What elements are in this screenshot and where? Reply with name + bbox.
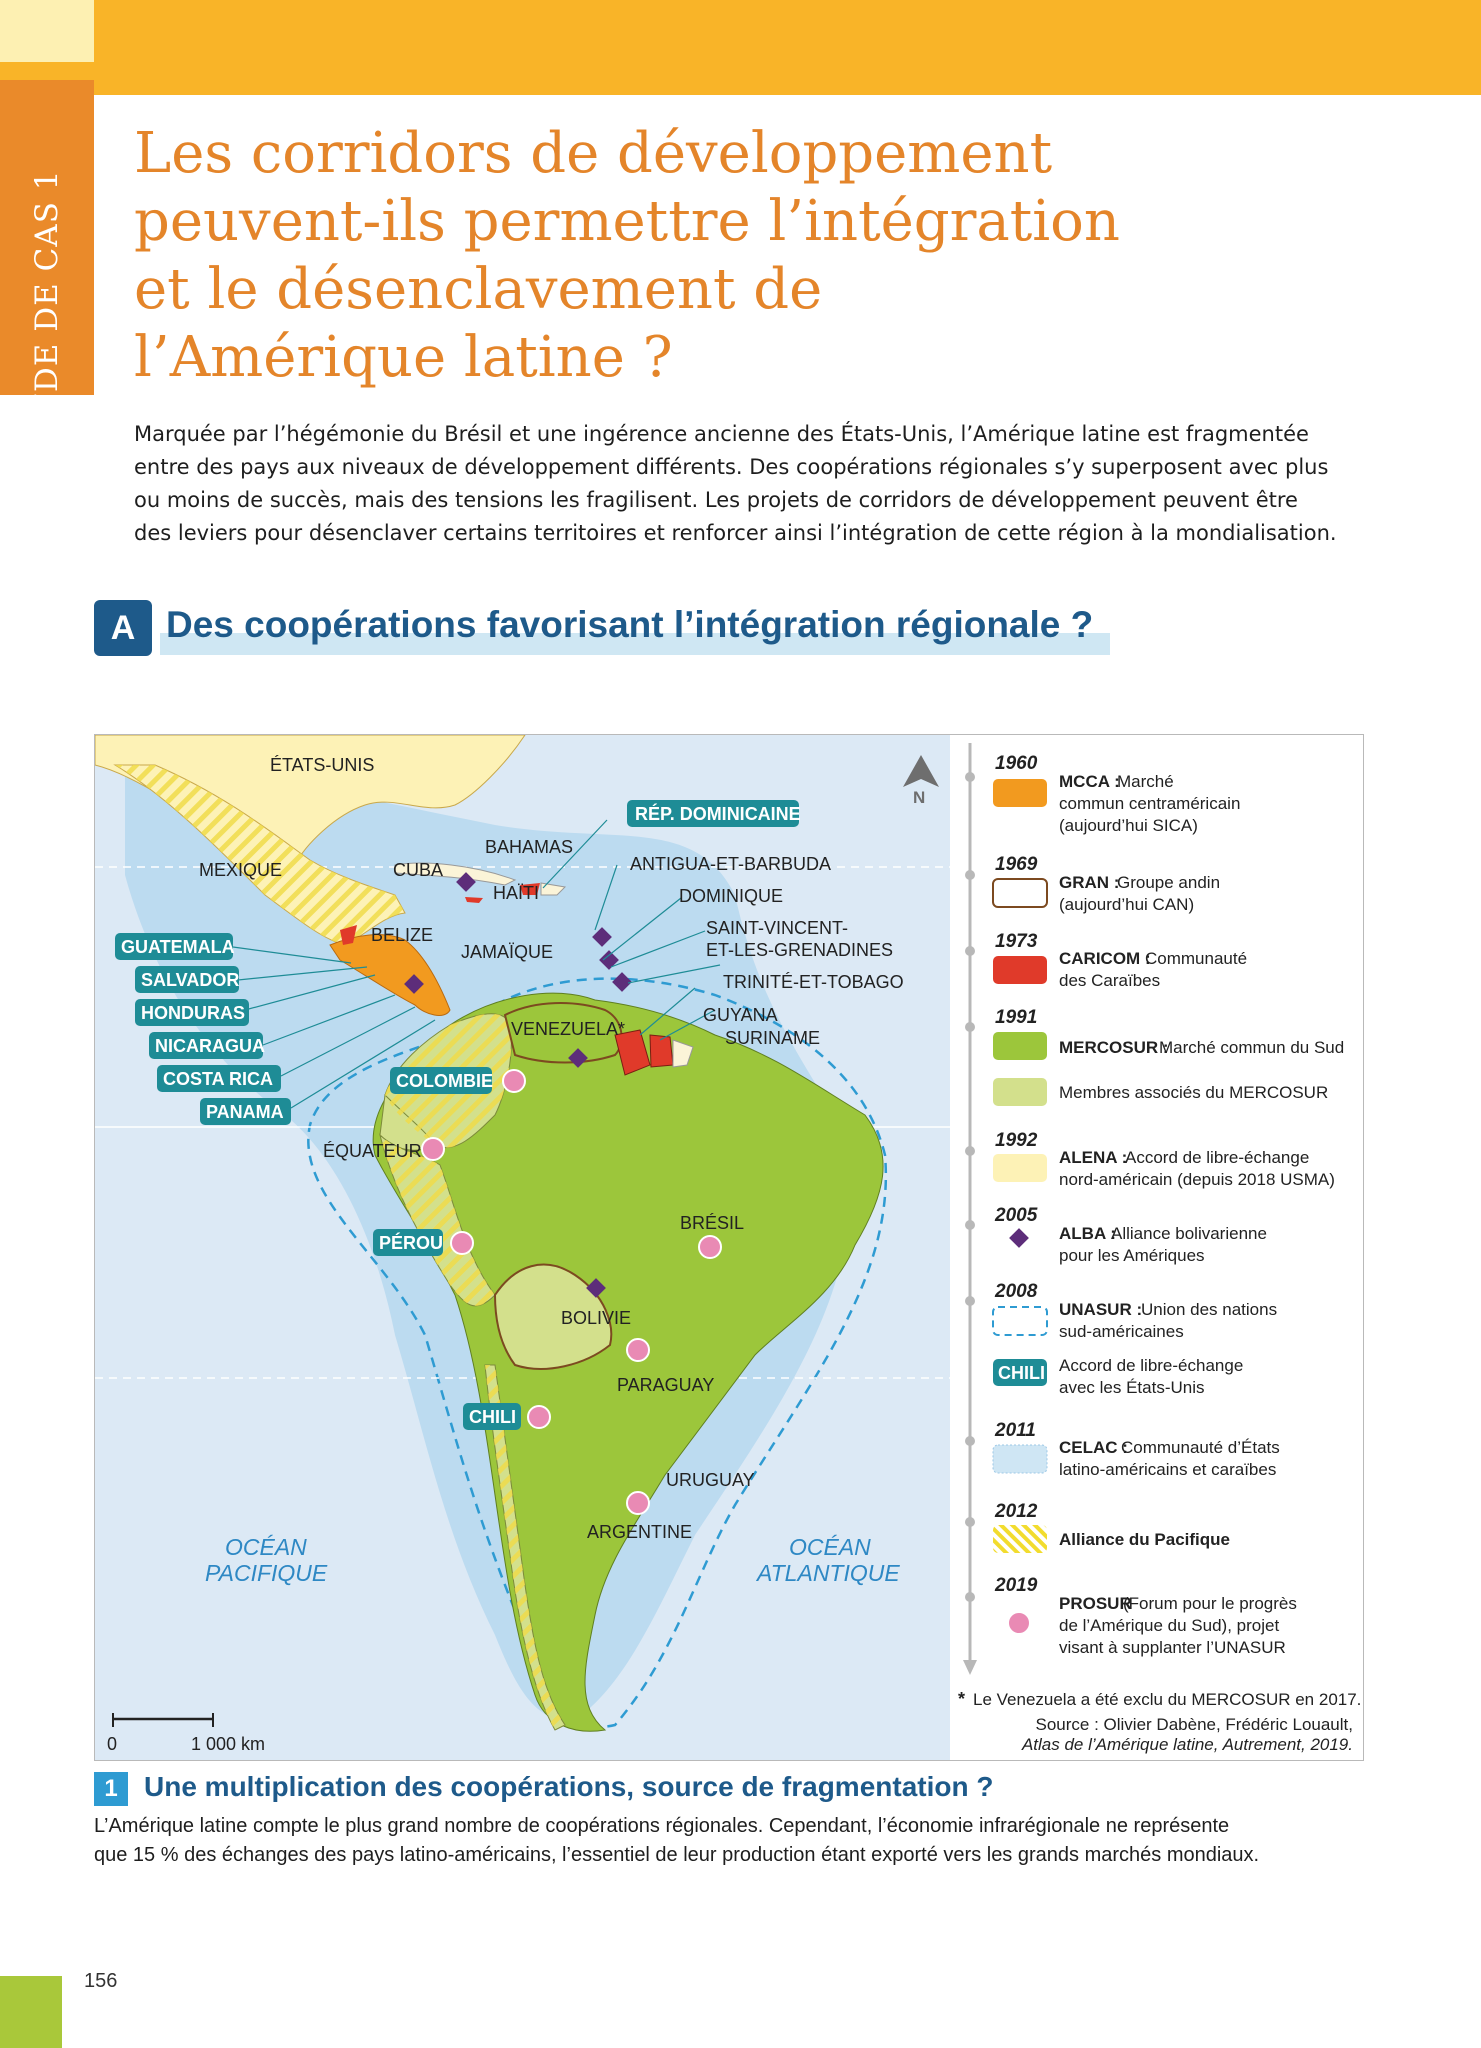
north-label: N: [913, 788, 926, 807]
label-bahamas: BAHAMAS: [485, 837, 574, 857]
top-banner-corner: [0, 0, 94, 62]
badge-honduras: HONDURAS: [141, 1003, 246, 1023]
intro-paragraph: [134, 418, 1344, 550]
timeline-dot: [965, 1146, 975, 1156]
legend-line: Alliance bolivarienne: [1111, 1224, 1267, 1243]
label-svg-line2: ET-LES-GRENADINES: [706, 940, 894, 960]
legend-swatch-mcca: [993, 779, 1047, 807]
legend-line: (aujourd’hui CAN): [1059, 895, 1195, 914]
legend-year: 2012: [995, 1501, 1038, 1522]
legend-abbr: CARICOM :: [1059, 949, 1151, 968]
legend-abbr: PROSUR: [1059, 1594, 1132, 1613]
legend-line: Membres associés du MERCOSUR: [1059, 1083, 1329, 1102]
label-venezuela: VENEZUELA*: [511, 1019, 626, 1039]
label-dominica: DOMINIQUE: [679, 886, 784, 906]
legend-line: Union des nations: [1141, 1300, 1278, 1319]
badge-salvador: SALVADOR: [141, 970, 240, 990]
legend-line: avec les États-Unis: [1059, 1378, 1205, 1397]
legend-line: (aujourd’hui SICA): [1059, 816, 1198, 835]
badge-panama: PANAMA: [206, 1102, 284, 1122]
badge-costa-rica: COSTA RICA: [163, 1069, 273, 1089]
legend-line: Communauté: [1145, 949, 1248, 968]
timeline-dot: [965, 946, 975, 956]
top-banner: [0, 0, 1481, 95]
section-letter-badge: A: [94, 600, 152, 656]
label-uruguay: URUGUAY: [666, 1470, 755, 1490]
badge-dominican: RÉP. DOMINICAINE: [635, 804, 801, 824]
legend-abbr: CELAC :: [1059, 1438, 1128, 1457]
label-suriname: SURINAME: [725, 1028, 821, 1048]
title-line: et le désenclavement de: [134, 257, 823, 322]
legend-abbr: ALBA :: [1059, 1224, 1116, 1243]
prosur-circle: [503, 1070, 525, 1092]
intro-line: entre des pays aux niveaux de développement différents. Des coopérations régionales s’y superposent avec plus: [134, 455, 1329, 479]
title-line: l’Amérique latine ?: [134, 325, 673, 390]
legend-line: de l’Amérique du Sud), projet: [1059, 1616, 1280, 1635]
legend-note: Le Venezuela a été exclu du MERCOSUR en 2017.: [973, 1690, 1362, 1709]
label-trinidad: TRINITÉ-ET-TOBAGO: [723, 972, 904, 992]
timeline-dot: [965, 1220, 975, 1230]
legend-swatch-gran: [993, 879, 1047, 907]
badge-peru: PÉROU: [379, 1233, 444, 1253]
timeline-dot: [965, 1517, 975, 1527]
intro-line: Marquée par l’hégémonie du Brésil et une ingérence ancienne des États-Unis, l’Amérique latine est fragmentée: [134, 422, 1309, 446]
legend-line: Accord de libre-échange: [1125, 1148, 1310, 1167]
label-usa: ÉTATS-UNIS: [270, 755, 375, 775]
figure-title: Une multiplication des coopérations, source de fragmentation ?: [144, 1771, 994, 1802]
ocean-atlantic-line2: ATLANTIQUE: [757, 1560, 900, 1586]
map-figure: [94, 734, 1364, 1761]
legend-line: sud-américaines: [1059, 1322, 1184, 1341]
legend-year: 1960: [995, 753, 1038, 774]
side-tab-label: ÉTUDE DE CAS 1: [29, 169, 65, 465]
legend-abbr: MCCA :: [1059, 772, 1120, 791]
badge-colombia: COLOMBIE: [396, 1071, 493, 1091]
label-brazil: BRÉSIL: [680, 1213, 745, 1233]
section-title: Des coopérations favorisant l’intégration régionale ?: [166, 604, 1094, 645]
intro-line: des leviers pour désenclaver certains territoires et renforcer ainsi l’intégration de cette région à la mondialisation.: [134, 521, 1337, 545]
map-svg: [95, 735, 1363, 1760]
label-jamaica: JAMAÏQUE: [461, 942, 554, 962]
timeline-dot: [965, 772, 975, 782]
label-antigua: ANTIGUA-ET-BARBUDA: [630, 854, 832, 874]
legend-abbr: GRAN :: [1059, 873, 1120, 892]
ocean-pacific-line2: PACIFIQUE: [205, 1560, 328, 1586]
timeline-dot: [965, 1592, 975, 1602]
prosur-circle: [699, 1236, 721, 1258]
legend-swatch-mercosur: [993, 1032, 1047, 1060]
legend-line: visant à supplanter l’UNASUR: [1059, 1638, 1286, 1657]
legend-line: commun centraméricain: [1059, 794, 1241, 813]
ocean-pacific-line1: OCÉAN: [225, 1534, 307, 1560]
legend-line: Marché commun du Sud: [1159, 1038, 1345, 1057]
footer-accent-bar: [0, 1976, 62, 2048]
label-haiti: HAÏTI: [493, 883, 540, 903]
legend-line: Communauté d’États: [1121, 1438, 1280, 1457]
legend-line: Groupe andin: [1117, 873, 1221, 892]
label-bolivia: BOLIVIE: [561, 1308, 632, 1328]
intro-line: ou moins de succès, mais des tensions les fragilisent. Les projets de corridors de développement peuvent être: [134, 488, 1298, 512]
page-title: [134, 120, 1184, 392]
prosur-circle: [451, 1232, 473, 1254]
source-line1: Source : Olivier Dabène, Frédéric Louault,: [1035, 1715, 1353, 1734]
title-line: Les corridors de développement: [134, 121, 1053, 186]
legend-line: Marché: [1117, 772, 1174, 791]
legend-year: 2005: [995, 1205, 1038, 1226]
badge-guatemala: GUATEMALA: [121, 937, 235, 957]
caption-line: que 15 % des échanges des pays latino-américains, l’essentiel de leur production étant exporté vers les grands marchés mondiaux.: [94, 1844, 1260, 1866]
legend-swatch-prosur: [1008, 1612, 1030, 1634]
label-mexico: MEXIQUE: [199, 860, 283, 880]
page-number: 156: [84, 1970, 118, 1992]
legend-line: (Forum pour le progrès: [1123, 1594, 1297, 1613]
legend-abbr: ALENA :: [1059, 1148, 1128, 1167]
source-line2: Atlas de l’Amérique latine, Autrement, 2019.: [1021, 1735, 1353, 1754]
legend-line: pour les Amériques: [1059, 1246, 1205, 1265]
legend-swatch-alena: [993, 1154, 1047, 1182]
timeline-dot: [965, 1436, 975, 1446]
legend-line: Accord de libre-échange: [1059, 1356, 1244, 1375]
legend-year: 2011: [995, 1420, 1036, 1441]
caption-line: L’Amérique latine compte le plus grand nombre de coopérations régionales. Cependant, l’économie infrarégionale ne représente: [94, 1815, 1230, 1837]
label-guyana: GUYANA: [703, 1005, 778, 1025]
label-paraguay: PARAGUAY: [617, 1375, 715, 1395]
timeline-dot: [965, 870, 975, 880]
scale-zero: 0: [107, 1734, 118, 1754]
label-svg-line1: SAINT-VINCENT-: [706, 918, 849, 938]
legend-year: 2008: [995, 1281, 1038, 1302]
figure-caption: [94, 1812, 1384, 1870]
legend-year: 2019: [995, 1575, 1038, 1596]
label-argentina: ARGENTINE: [587, 1522, 693, 1542]
prosur-circle: [422, 1138, 444, 1160]
legend-swatch-celac: [993, 1445, 1047, 1473]
legend-year: 1969: [995, 854, 1038, 875]
prosur-circle: [627, 1339, 649, 1361]
label-cuba: CUBA: [393, 860, 444, 880]
legend-abbr: UNASUR :: [1059, 1300, 1143, 1319]
badge-nicaragua: NICARAGUA: [155, 1036, 265, 1056]
label-belize: BELIZE: [371, 925, 434, 945]
ocean-atlantic-line1: OCÉAN: [789, 1534, 871, 1560]
legend-line: nord-américain (depuis 2018 USMA): [1059, 1170, 1335, 1189]
title-line: peuvent-ils permettre l’intégration: [134, 189, 1120, 254]
legend-badge-chile-label: CHILI: [998, 1363, 1045, 1383]
legend-abbr: MERCOSUR :: [1059, 1038, 1169, 1057]
legend-year: 1973: [995, 931, 1038, 952]
timeline-arrow-icon: [963, 1660, 977, 1675]
legend-swatch-unasur: [993, 1307, 1047, 1335]
prosur-circle: [528, 1406, 550, 1428]
legend-year: 1991: [995, 1007, 1038, 1028]
timeline-dot: [965, 1296, 975, 1306]
figure-number-badge: 1: [94, 1772, 128, 1806]
legend-swatch-pacific-alliance: [993, 1525, 1047, 1553]
legend-swatch-alba: [1009, 1228, 1029, 1248]
note-asterisk: *: [958, 1689, 966, 1709]
legend-swatch-mercosur-associates: [993, 1078, 1047, 1106]
timeline-dot: [965, 1022, 975, 1032]
legend-line: Alliance du Pacifique: [1059, 1530, 1230, 1549]
legend-line: latino-américains et caraïbes: [1059, 1460, 1277, 1479]
legend-line: des Caraïbes: [1059, 971, 1161, 990]
legend-year: 1992: [995, 1130, 1038, 1151]
legend-swatch-caricom: [993, 956, 1047, 984]
badge-chile: CHILI: [469, 1407, 516, 1427]
scale-distance: 1 000 km: [191, 1734, 266, 1754]
side-tab: [0, 80, 94, 465]
label-ecuador: ÉQUATEUR: [323, 1141, 422, 1161]
prosur-circle: [627, 1492, 649, 1514]
